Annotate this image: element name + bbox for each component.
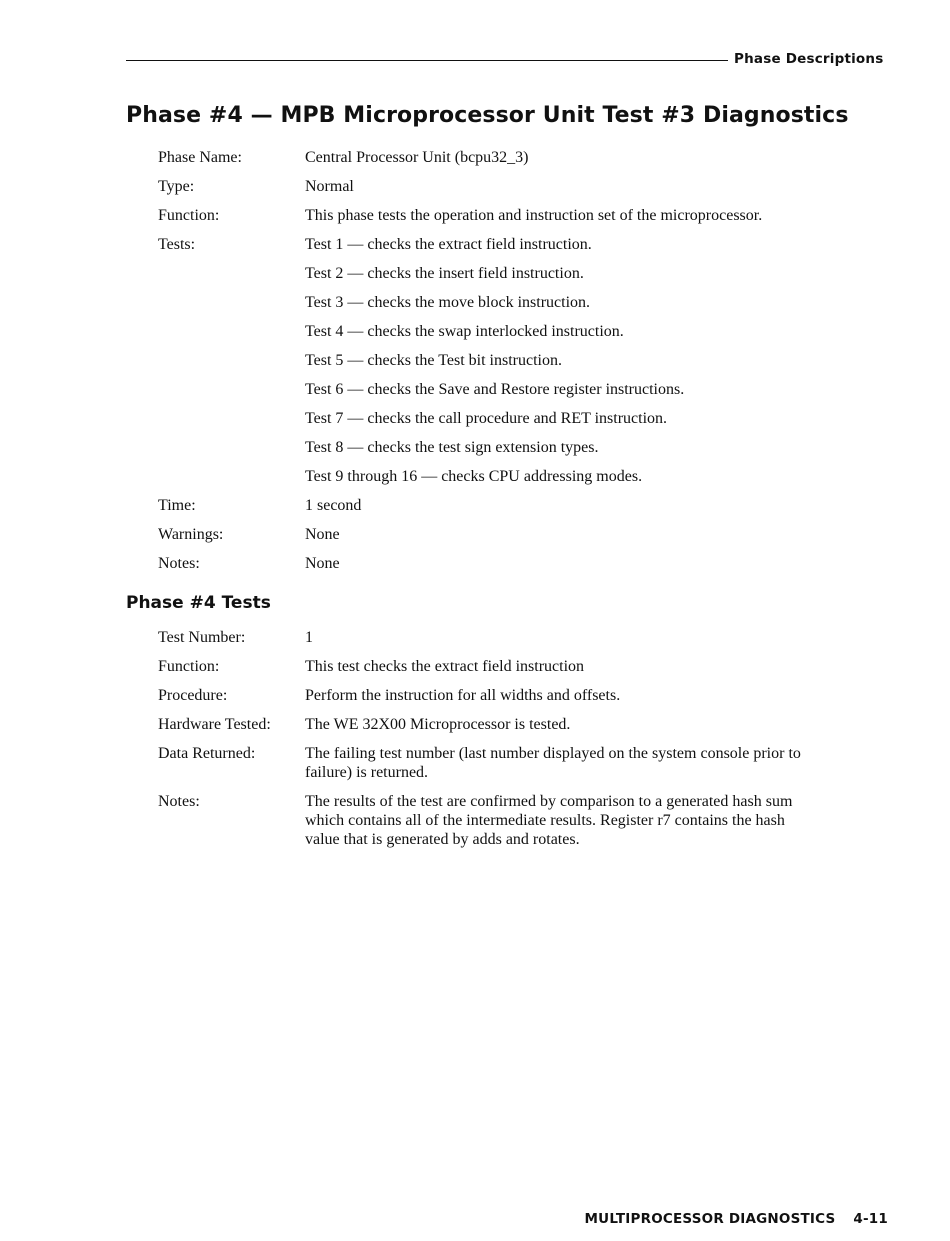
test-item: Test 6 — checks the Save and Restore register instructions.	[305, 381, 685, 398]
phase-fields	[158, 148, 878, 583]
tests-row	[158, 235, 878, 496]
test-notes-label: Notes:	[158, 793, 200, 810]
warnings-label: Warnings:	[158, 526, 224, 543]
test-number-row	[158, 628, 878, 657]
running-header: Phase Descriptions	[734, 51, 884, 67]
phase-name-row	[158, 148, 878, 177]
test-notes-value	[305, 792, 878, 849]
test-number-label: Test Number:	[158, 629, 246, 646]
test-number-value: 1	[305, 629, 313, 646]
data-returned-label: Data Returned:	[158, 745, 256, 762]
type-label: Type:	[158, 178, 195, 195]
header-rule	[126, 60, 728, 61]
tests-label: Tests:	[158, 236, 196, 253]
procedure-label: Procedure:	[158, 687, 228, 704]
page-footer	[585, 1211, 888, 1227]
warnings-row	[158, 525, 878, 554]
type-row	[158, 177, 878, 206]
function-value: This phase tests the operation and instruction set of the microprocessor.	[305, 207, 763, 224]
tests-list	[305, 235, 878, 496]
procedure-row	[158, 686, 878, 715]
function-label: Function:	[158, 207, 220, 224]
notes-row	[158, 554, 878, 583]
time-row	[158, 496, 878, 525]
test-function-row	[158, 657, 878, 686]
phase-name-value: Central Processor Unit (bcpu32_3)	[305, 149, 529, 166]
notes-value: None	[305, 555, 340, 572]
hardware-row	[158, 715, 878, 744]
test-item: Test 7 — checks the call procedure and RET instruction.	[305, 410, 668, 427]
footer-title: MULTIPROCESSOR DIAGNOSTICS	[584, 1211, 836, 1227]
text-line: failure) is returned.	[305, 764, 429, 781]
data-returned-row	[158, 744, 878, 792]
test-item: Test 8 — checks the test sign extension types.	[305, 439, 599, 456]
text-line: value that is generated by adds and rotates.	[305, 831, 580, 848]
procedure-value: Perform the instruction for all widths and offsets.	[305, 687, 621, 704]
test-item: Test 4 — checks the swap interlocked instruction.	[305, 323, 624, 340]
function-row	[158, 206, 878, 235]
test-item: Test 9 through 16 — checks CPU addressing modes.	[305, 468, 643, 485]
hardware-value: The WE 32X00 Microprocessor is tested.	[305, 716, 571, 733]
text-line: which contains all of the intermediate results. Register r7 contains the hash	[305, 812, 785, 829]
test-item: Test 3 — checks the move block instruction.	[305, 294, 591, 311]
test-item: Test 1 — checks the extract field instruction.	[305, 236, 592, 253]
test-item: Test 5 — checks the Test bit instruction.	[305, 352, 562, 369]
test-item: Test 2 — checks the insert field instruction.	[305, 265, 584, 282]
page-title: Phase #4 — MPB Microprocessor Unit Test #3 Diagnostics	[126, 103, 849, 128]
data-returned-value	[305, 744, 878, 782]
phase-name-label: Phase Name:	[158, 149, 242, 166]
type-value: Normal	[305, 178, 354, 195]
section-title: Phase #4 Tests	[126, 593, 271, 613]
page-number: 4-11	[853, 1211, 888, 1227]
notes-label: Notes:	[158, 555, 200, 572]
time-label: Time:	[158, 497, 196, 514]
time-value: 1 second	[305, 497, 362, 514]
hardware-label: Hardware Tested:	[158, 716, 271, 733]
test-function-label: Function:	[158, 658, 220, 675]
test-function-value: This test checks the extract field instruction	[305, 658, 585, 675]
test-notes-row	[158, 792, 878, 852]
warnings-value: None	[305, 526, 340, 543]
test-fields	[158, 628, 878, 852]
text-line: The failing test number (last number displayed on the system console prior to	[305, 745, 801, 762]
text-line: The results of the test are confirmed by comparison to a generated hash sum	[305, 793, 793, 810]
